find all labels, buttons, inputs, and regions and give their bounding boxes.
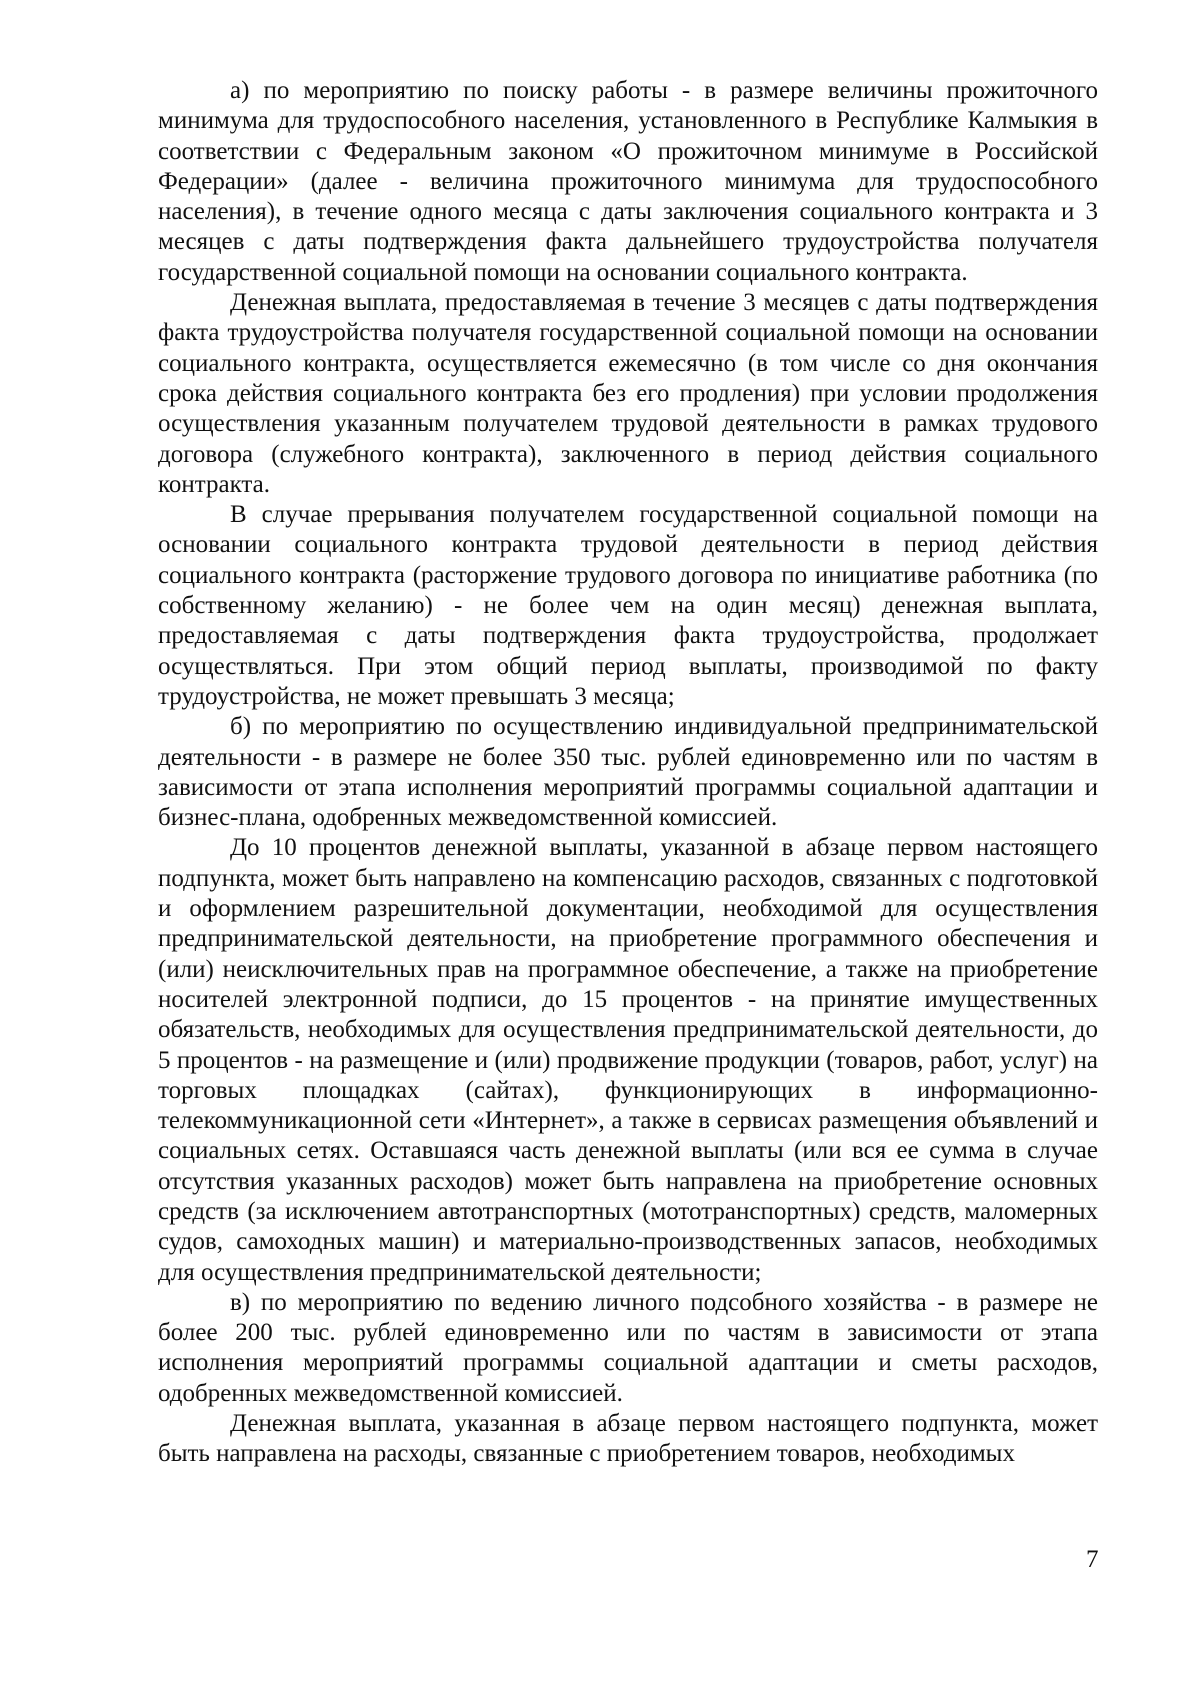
document-body <box>158 76 1098 1470</box>
paragraph-expense-percentages: До 10 процентов денежной выплаты, указанной в абзаце первом настоящего подпункта, может быть направлено на компенсацию расходов, связанных с подготовкой и оформлением разрешительной документации, необходимой для осуществления предпринимательской деятельности, на приобретение программного обеспечения и (или) неисключительных прав на программное обеспечение, а также на приобретение носителей электронной подписи, до 15 процентов - на принятие имущественных обязательств, необходимых для осуществления предпринимательской деятельности, до 5 процентов - на размещение и (или) продвижение продукции (товаров, работ, услуг) на торговых площадках (сайтах), функционирующих в информационно-телекоммуникационной сети «Интернет», а также в сервисах размещения объявлений и социальных сетях. Оставшаяся часть денежной выплаты (или вся ее сумма в случае отсутствия указанных расходов) может быть направлена на приобретение основных средств (за исключением автотранспортных (мототранспортных) средств, маломерных судов, самоходных машин) и материально-производственных запасов, необходимых для осуществления предпринимательской деятельности; <box>158 834 1098 1286</box>
paragraph-household-payment: Денежная выплата, указанная в абзаце первом настоящего подпункта, может быть направлена на расходы, связанные с приобретением товаров, необходимых <box>158 1410 1098 1468</box>
paragraph-b-entrepreneurship: б) по мероприятию по осуществлению индивидуальной предпринимательской деятельности - в размере не более 350 тыс. рублей единовременно или по частям в зависимости от этапа исполнения мероприятий программы социальной адаптации и бизнес-плана, одобренных межведомственной комиссией. <box>158 713 1098 832</box>
paragraph-v-household: в) по мероприятию по ведению личного подсобного хозяйства - в размере не более 200 тыс. рублей единовременно или по частям в зависимости от этапа исполнения мероприятий программы социальной адаптации и сметы расходов, одобренных межведомственной комиссией. <box>158 1288 1098 1407</box>
paragraph-monthly-payment: Денежная выплата, предоставляемая в течение 3 месяцев с даты подтверждения факта трудоустройства получателя государственной социальной помощи на основании социального контракта, осуществляется ежемесячно (в том числе со дня окончания срока действия социального контракта без его продления) при условии продолжения осуществления указанным получателем трудовой деятельности в рамках трудового договора (служебного контракта), заключенного в период действия социального контракта. <box>158 289 1098 498</box>
paragraph-a-job-search: а) по мероприятию по поиску работы - в размере величины прожиточного минимума для трудоспособного населения, установленного в Республике Калмыкия в соответствии с Федеральным законом «О прожиточном минимуме в Российской Федерации» (далее - величина прожиточного минимума для трудоспособного населения), в течение одного месяца с даты заключения социального контракта и 3 месяцев с даты подтверждения факта дальнейшего трудоустройства получателя государственной социальной помощи на основании социального контракта. <box>158 77 1098 286</box>
page-number: 7 <box>1086 1546 1099 1573</box>
paragraph-interruption: В случае прерывания получателем государственной социальной помощи на основании социального контракта трудовой деятельности в период действия социального контракта (расторжение трудового договора по инициативе работника (по собственному желанию) - не более чем на один месяц) денежная выплата, предоставляемая с даты подтверждения факта трудоустройства, продолжает осуществляться. При этом общий период выплаты, производимой по факту трудоустройства, не может превышать 3 месяца; <box>158 501 1098 710</box>
